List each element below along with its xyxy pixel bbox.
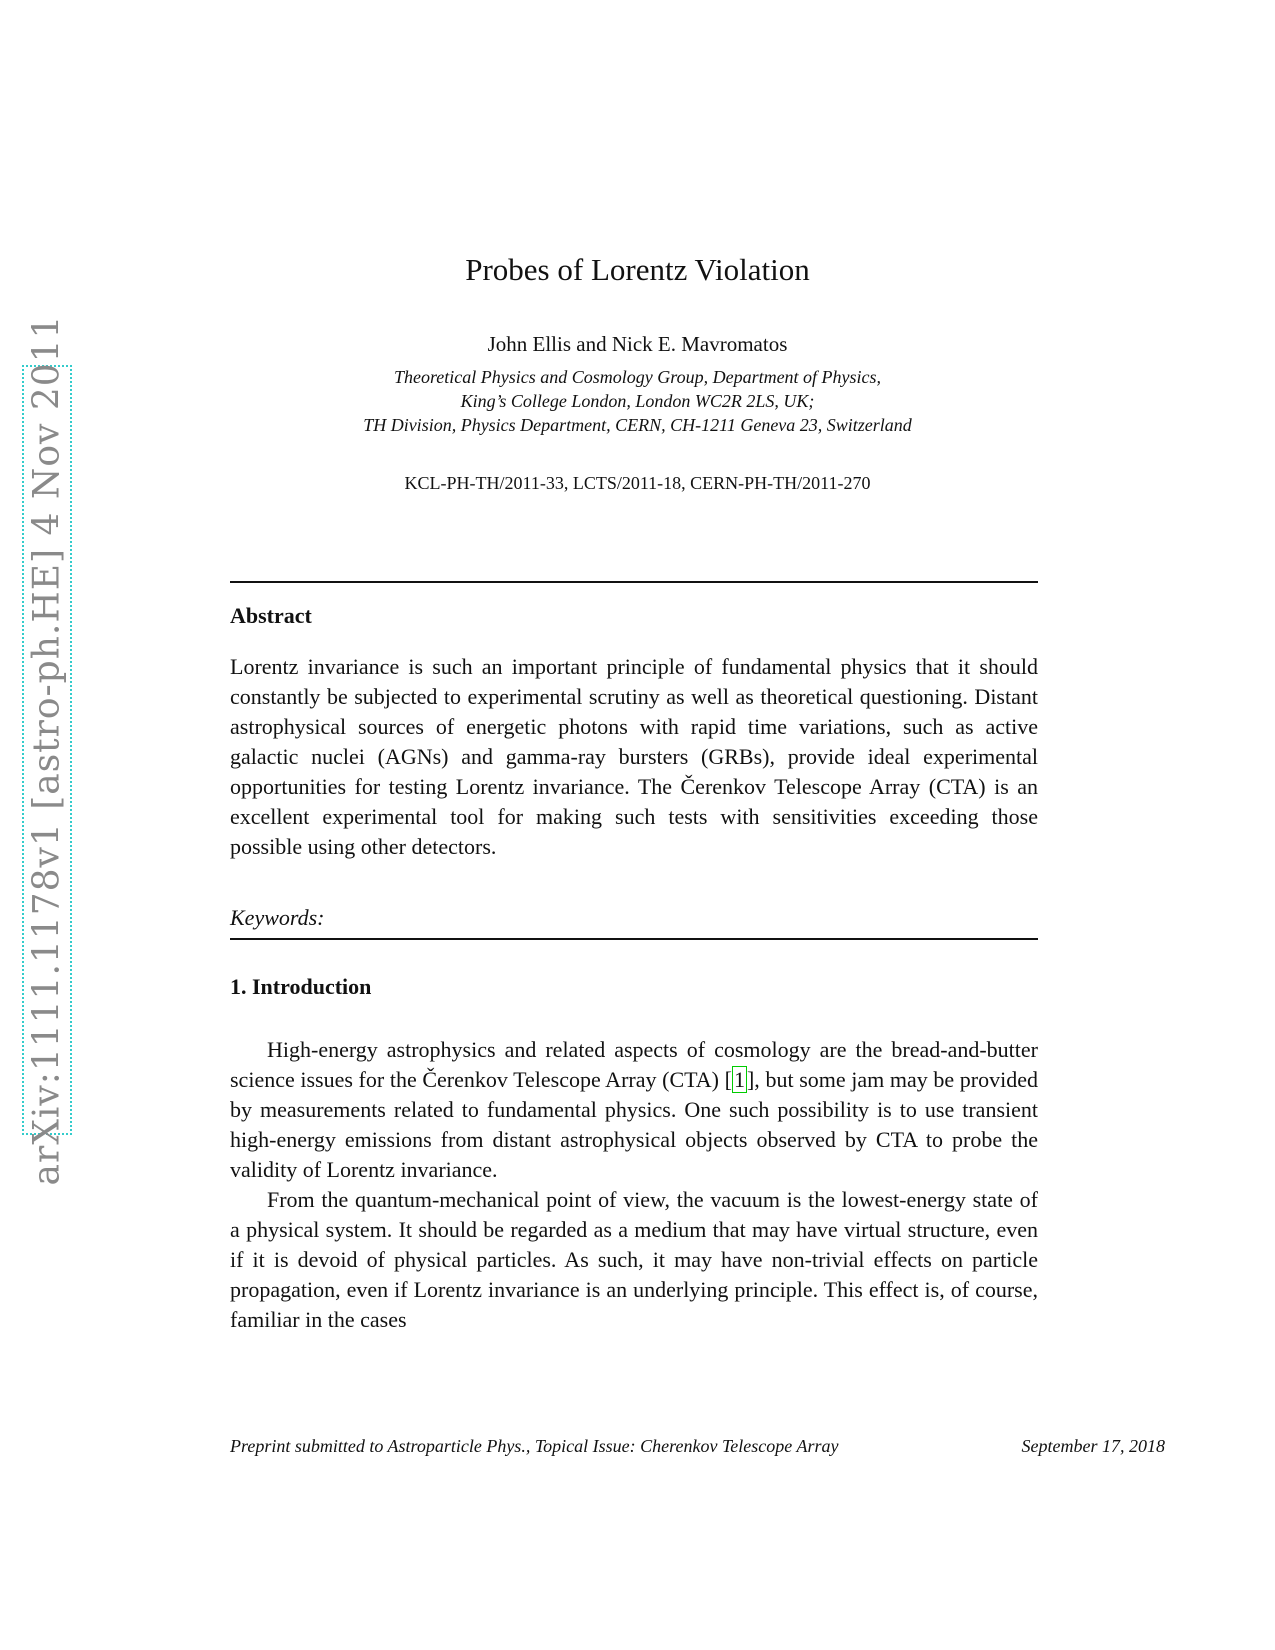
report-numbers: KCL-PH-TH/2011-33, LCTS/2011-18, CERN-PH-TH/2011-270 (404, 473, 871, 493)
arxiv-identifier[interactable]: arXiv:1111.1178v1 [astro-ph.HE] 4 Nov 2011 (26, 314, 68, 1186)
abstract-top-rule (230, 581, 1038, 583)
paper-title: Probes of Lorentz Violation (465, 252, 810, 287)
abstract-heading: Abstract (230, 603, 312, 628)
affiliation-line: TH Division, Physics Department, CERN, CH-1211 Geneva 23, Switzerland (363, 415, 912, 435)
footer-journal: Preprint submitted to Astroparticle Phys., Topical Issue: Cherenkov Telescope Array (230, 1436, 839, 1456)
affiliation-line: King’s College London, London WC2R 2LS, UK; (460, 391, 815, 411)
page-footer (230, 1436, 1165, 1457)
intro-paragraph-2: From the quantum-mechanical point of view, the vacuum is the lowest-energy state of a physical system. It should be regarded as a medium that may have virtual structure, even if it is devoid of physical particles. As such, it may have non-trivial effects on particle propagation, even if Lorentz invariance is an underlying principle. This effect is, of course, familiar in the cases (230, 1187, 1038, 1332)
citation-link[interactable]: 1 (733, 1067, 745, 1092)
keywords-label: Keywords: (230, 905, 325, 930)
intro-paragraph-1: High-energy astrophysics and related aspects of cosmology are the bread-and-butter science issues for the Čerenkov Telescope Array (CTA) [1], but some jam may be provided by measurements related to fundamental physics. One such possibility is to use transient high-energy emissions from distant astrophysical objects observed by CTA to probe the validity of Lorentz invariance. (230, 1037, 1038, 1182)
footer-date: September 17, 2018 (1021, 1436, 1165, 1456)
section-heading-introduction: 1. Introduction (230, 974, 372, 999)
author-list: John Ellis and Nick E. Mavromatos (487, 332, 788, 356)
affiliation-line: Theoretical Physics and Cosmology Group, Department of Physics, (393, 367, 882, 387)
introduction-body (230, 1035, 1038, 1335)
abstract-bottom-rule (230, 938, 1038, 940)
abstract-body (230, 652, 1038, 862)
abstract-paragraph: Lorentz invariance is such an important principle of fundamental physics that it should constantly be subjected to experimental scrutiny as well as theoretical questioning. Distant astrophysical sources of energetic photons with rapid time variations, such as active galactic nuclei (AGNs) and gamma-ray bursters (GRBs), provide ideal experimental opportunities for testing Lorentz invariance. The Čerenkov Telescope Array (CTA) is an excellent experimental tool for making such tests with sensitivities exceeding those possible using other detectors. (230, 654, 1038, 859)
